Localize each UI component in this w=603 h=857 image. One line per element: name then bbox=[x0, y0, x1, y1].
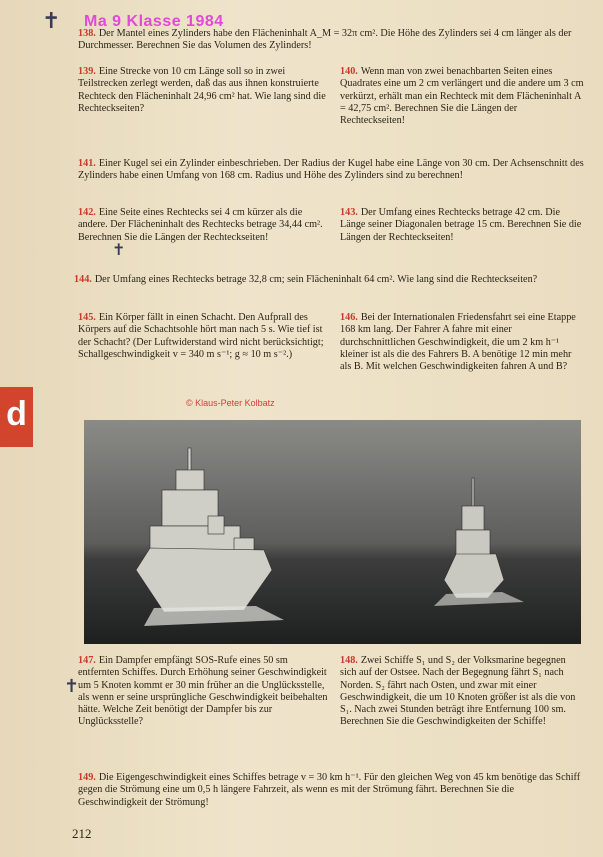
page-number: 212 bbox=[72, 826, 92, 841]
problem-text: Der Umfang eines Rechtecks betrage 42 cm. Die Länge seiner Diagonalen betrage 15 cm. Berechnen Sie die Längen der Rechteckseiten! bbox=[340, 207, 582, 243]
overlay-title: Ma 9 Klasse 1984 bbox=[84, 13, 224, 30]
problem-text: Der Mantel eines Zylinders habe den Flächeninhalt A_M = 32π cm². Die Höhe des Zylinders sei 4 cm länger als der Durchmesser. Berechnen Sie das Volumen des Zylinders! bbox=[78, 28, 572, 52]
problem-143 bbox=[340, 207, 584, 244]
problem-text: Bei der Internationalen Friedensfahrt sei eine Etappe 168 km lang. Der Fahrer A fahre mit einer durchschnittlichen Geschwindigkeit, die um 2 km h⁻¹ kleiner ist als die des Fahrers B. A benötige 12 min mehr als B. Mit welchen Geschwindigkeiten fahren A und B? bbox=[340, 312, 576, 373]
problem-number: 139. bbox=[78, 66, 96, 77]
problem-number: 142. bbox=[78, 207, 96, 218]
problem-147 bbox=[78, 655, 330, 729]
problem-number: 138. bbox=[78, 28, 96, 39]
problem-138 bbox=[78, 28, 578, 53]
problem-number: 141. bbox=[78, 158, 96, 169]
problem-text: Wenn man von zwei benachbarten Seiten eines Quadrates eine um 2 cm verlängert und die andere um 3 cm verkürzt, erhält man ein Rechteck mit dem Flächeninhalt A = 42,75 cm². Berechnen Sie die Längen der Rechteckseiten! bbox=[340, 66, 584, 127]
problem-number: 140. bbox=[340, 66, 358, 77]
problem-141 bbox=[78, 158, 584, 183]
watermark: © Klaus-Peter Kolbatz bbox=[186, 398, 275, 408]
problem-text: Ein Dampfer empfängt SOS-Rufe eines 50 sm entfernten Schiffes. Durch Erhöhung seiner Geschwindigkeit um 5 Knoten kommt er 30 min früher an die Unglücksstelle, als wenn er seine ursprüngliche Geschwindigkeit beibehalten hätte. Welche Zeit benötigt der Dampfer bis zur Unglücksstelle? bbox=[78, 655, 328, 728]
problem-139 bbox=[78, 66, 326, 115]
problem-number: 149. bbox=[78, 772, 96, 783]
problem-number: 143. bbox=[340, 207, 358, 218]
problem-145 bbox=[78, 312, 326, 361]
ships-photo bbox=[84, 420, 581, 644]
problem-text: Eine Strecke von 10 cm Länge soll so in zwei Teilstrecken zerlegt werden, daß das aus ihnen konstruierte Rechteck den Flächeninhalt 24,96 cm² hat. Wie lang sind die Rechteckseiten? bbox=[78, 66, 326, 114]
problem-text: Ein Körper fällt in einen Schacht. Den Aufprall des Körpers auf die Schachtsohle hört man nach 5 s. Wie tief ist der Schacht? (Der Luftwiderstand wird nicht berücksichtigt; Schallgeschwindigkeit v = 340 m s⁻¹; g ≈ 10 m s⁻².) bbox=[78, 312, 324, 360]
problem-number: 146. bbox=[340, 312, 358, 323]
problem-text: Zwei Schiffe S₁ und S₂ der Volksmarine begegnen sich auf der Ostsee. Nach der Begegnung fährt S₁ nach Norden. S₂ fährt nach Osten, und zwar mit einer Geschwindigkeit, die um 10 Knoten größer ist als die von S₁. Nach zwei Stunden beträgt ihre Entfernung 100 sm. Berechnen Sie die Geschwindigkeiten der Schiffe! bbox=[340, 655, 576, 728]
ships-photo-image bbox=[84, 420, 581, 644]
pen-mark-icon: ✝ bbox=[112, 242, 126, 259]
problem-140 bbox=[340, 66, 584, 127]
problem-149 bbox=[78, 772, 584, 809]
pen-mark-icon: ✝ bbox=[64, 676, 80, 696]
problem-number: 144. bbox=[74, 274, 92, 285]
problem-number: 147. bbox=[78, 655, 96, 666]
problem-146 bbox=[340, 312, 584, 373]
problem-text: Eine Seite eines Rechtecks sei 4 cm kürzer als die andere. Der Flächeninhalt des Rechtecks betrage 34,44 cm². Berechnen Sie die Längen der Rechteckseiten! bbox=[78, 207, 323, 243]
problem-text: Einer Kugel sei ein Zylinder einbeschrieben. Der Radius der Kugel habe eine Länge von 30 cm. Der Achsenschnitt des Zylinders habe einen Umfang von 168 cm. Radius und Höhe des Zylinders sind zu berechnen! bbox=[78, 158, 584, 182]
problem-148 bbox=[340, 655, 584, 729]
problem-text: Die Eigengeschwindigkeit eines Schiffes betrage v = 30 km h⁻¹. Für den gleichen Weg von 45 km benötige das Schiff gegen die Strömung eine um 0,5 h längere Fahrzeit, als wenn es mit der Strömung fährt. Berechnen Sie die Geschwindigkeit der Strömung! bbox=[78, 772, 581, 808]
problem-number: 148. bbox=[340, 655, 358, 666]
problem-text: Der Umfang eines Rechtecks betrage 32,8 cm; sein Flächeninhalt 64 cm². Wie lang sind die Rechteckseiten? bbox=[94, 274, 538, 285]
problem-144 bbox=[74, 274, 584, 286]
problem-number: 145. bbox=[78, 312, 96, 323]
problem-142 bbox=[78, 207, 326, 244]
pen-mark-icon: ✝ bbox=[42, 8, 61, 33]
chapter-tab: d bbox=[0, 387, 33, 447]
